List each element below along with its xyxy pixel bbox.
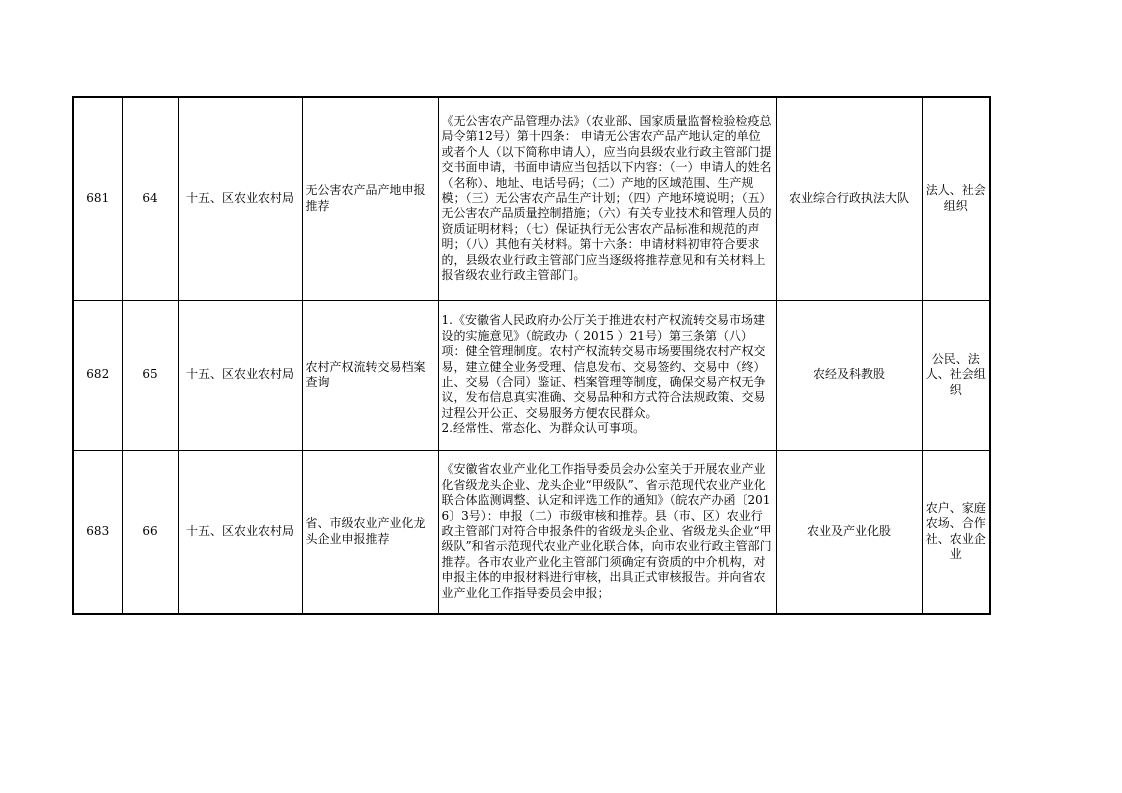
unit-cell: 农经及科教股 bbox=[776, 300, 922, 450]
target-cell: 公民、法人、社会组织 bbox=[922, 300, 990, 450]
department-cell: 十五、区农业农村局 bbox=[178, 300, 302, 450]
sub-seq-cell: 66 bbox=[122, 450, 178, 614]
sub-seq-cell: 64 bbox=[122, 97, 178, 300]
service-items-table bbox=[72, 96, 991, 615]
table-row bbox=[73, 300, 990, 450]
basis-line: 2.经常性、常态化、为群众认可事项。 bbox=[441, 421, 645, 436]
seq-cell: 682 bbox=[73, 300, 122, 450]
department-cell: 十五、区农业农村局 bbox=[178, 450, 302, 614]
unit-cell: 农业综合行政执法大队 bbox=[776, 97, 922, 300]
basis-line: 1.《安徽省人民政府办公厅关于推进农村产权流转交易市场建设的实施意见》（皖政办（ 2015 ）21号）第三条第（八）项：健全管理制度。农村产权流转交易市场要围绕农村产权交易，建立健全业务受理、信息发布、交易签约、交易中（终）止、交易（合同）鉴证、档案管理等制度，确保交易产权无争议，发布信息真实准确、交易品种和方式符合法规政策、交易过程公开公正、交易服务方便农民群众。 bbox=[441, 313, 766, 420]
table-row bbox=[73, 97, 990, 300]
table-row bbox=[73, 450, 990, 614]
target-cell: 法人、社会组织 bbox=[922, 97, 990, 300]
basis-cell: 《无公害农产品管理办法》（农业部、国家质量监督检验检疫总局令第12号）第十四条： 申请无公害农产品产地认定的单位或者个人（以下简称申请人），应当向县级农业行政主管部门提交书面申请，书面申请应当包括以下内容：（一）申请人的姓名（名称）、地址、电话号码；（二）产地的区域范围、生产规模；（三）无公害农产品生产计划；（四）产地环境说明；（五）无公害农产品质量控制措施；（六）有关专业技术和管理人员的资质证明材料；（七）保证执行无公害农产品标准和规范的声明；（八）其他有关材料。第十六条：申请材料初审符合要求的，县级农业行政主管部门应当逐级将推荐意见和有关材料上报省级农业行政主管部门。 bbox=[438, 97, 776, 300]
basis-cell: 《安徽省农业产业化工作指导委员会办公室关于开展农业产业化省级龙头企业、龙头企业“甲级队”、省示范现代农业产业化联合体监测调整、认定和评选工作的通知》（皖农产办函〔2016〕3号）：申报（二）市级审核和推荐。县（市、区）农业行政主管部门对符合申报条件的省级龙头企业、省级龙头企业“甲级队”和省示范现代农业产业化联合体，向市农业行政主管部门推荐。各市农业产业化主管部门须确定有资质的中介机构，对申报主体的申报材料进行审核，出具正式审核报告。并向省农业产业化工作指导委员会申报； bbox=[438, 450, 776, 614]
basis-cell bbox=[438, 300, 776, 450]
department-cell: 十五、区农业农村局 bbox=[178, 97, 302, 300]
target-cell: 农户、家庭农场、合作社、农业企业 bbox=[922, 450, 990, 614]
item-name-cell: 农村产权流转交易档案查询 bbox=[302, 300, 438, 450]
unit-cell: 农业及产业化股 bbox=[776, 450, 922, 614]
sub-seq-cell: 65 bbox=[122, 300, 178, 450]
item-name-cell: 无公害农产品产地申报推荐 bbox=[302, 97, 438, 300]
item-name-cell: 省、市级农业产业化龙头企业申报推荐 bbox=[302, 450, 438, 614]
seq-cell: 681 bbox=[73, 97, 122, 300]
seq-cell: 683 bbox=[73, 450, 122, 614]
